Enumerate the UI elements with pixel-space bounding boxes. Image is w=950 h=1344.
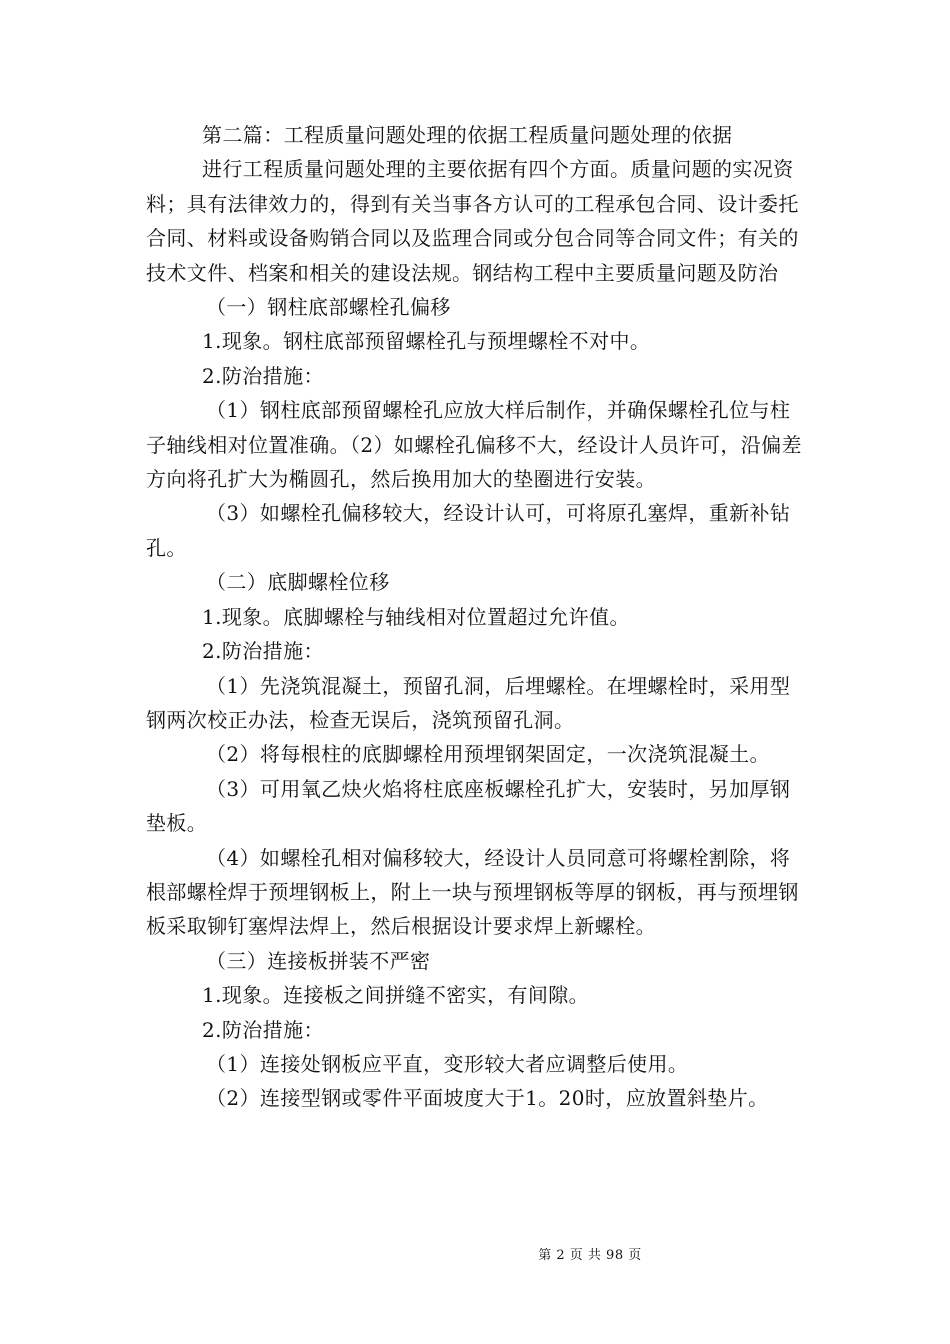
- paragraph: 2.防治措施：: [202, 639, 324, 664]
- paragraph: （4）如螺栓孔相对偏移较大，经设计人员同意可将螺栓割除，将根部螺栓焊于预埋钢板上，附上一块与预埋钢板等厚的钢板，再与预埋钢板采取铆钉塞焊法焊上，然后根据设计要求焊上新螺栓。: [146, 845, 799, 939]
- document-body: [146, 118, 806, 1116]
- page-footer: [0, 1244, 950, 1263]
- paragraph: （2）连接型钢或零件平面坡度大于1。20时，应放置斜垫片。: [206, 1086, 769, 1111]
- paragraph: 进行工程质量问题处理的主要依据有四个方面。质量问题的实况资料；具有法律效力的，得到有关当事各方认可的工程承包合同、设计委托合同、材料或设备购销合同以及监理合同或分包合同等合同文件；有关的技术文件、档案和相关的建设法规。钢结构工程中主要质量问题及防治: [146, 157, 799, 285]
- paragraph: （3）如螺栓孔偏移较大，经设计认可，可将原孔塞焊，重新补钻孔。: [146, 501, 791, 560]
- paragraph: 1.现象。底脚螺栓与轴线相对位置超过允许值。: [202, 604, 630, 629]
- paragraph: （一）钢柱底部螺栓孔偏移: [206, 295, 451, 320]
- page-number: 第 2 页 共 98 页: [538, 1248, 642, 1263]
- paragraph: 2.防治措施：: [202, 1017, 324, 1042]
- paragraph: 第二篇：工程质量问题处理的依据工程质量问题处理的依据: [202, 123, 733, 147]
- paragraph: （三）连接板拼装不严密: [206, 948, 431, 973]
- paragraph: （1）连接处钢板应平直，变形较大者应调整后使用。: [206, 1051, 689, 1076]
- paragraph: （1）钢柱底部预留螺栓孔应放大样后制作，并确保螺栓孔位与柱子轴线相对位置准确。（2）如螺栓孔偏移不大，经设计人员许可，沿偏差方向将孔扩大为椭圆孔，然后换用加大的垫圈进行安装。: [146, 398, 802, 492]
- paragraph: （3）可用氧乙炔火焰将柱底座板螺栓孔扩大，安装时，另加厚钢垫板。: [146, 776, 791, 836]
- paragraph: （2）将每根柱的底脚螺栓用预埋钢架固定，一次浇筑混凝土。: [206, 742, 770, 767]
- paragraph: 1.现象。钢柱底部预留螺栓孔与预埋螺栓不对中。: [202, 329, 651, 354]
- paragraph: 1.现象。连接板之间拼缝不密实，有间隙。: [202, 983, 590, 1008]
- paragraph: （二）底脚螺栓位移: [206, 570, 390, 595]
- paragraph: （1）先浇筑混凝土，预留孔洞，后埋螺栓。在埋螺栓时，采用型钢两次校正办法，检查无误后，浇筑预留孔洞。: [146, 673, 791, 732]
- paragraph: 2.防治措施：: [202, 363, 324, 388]
